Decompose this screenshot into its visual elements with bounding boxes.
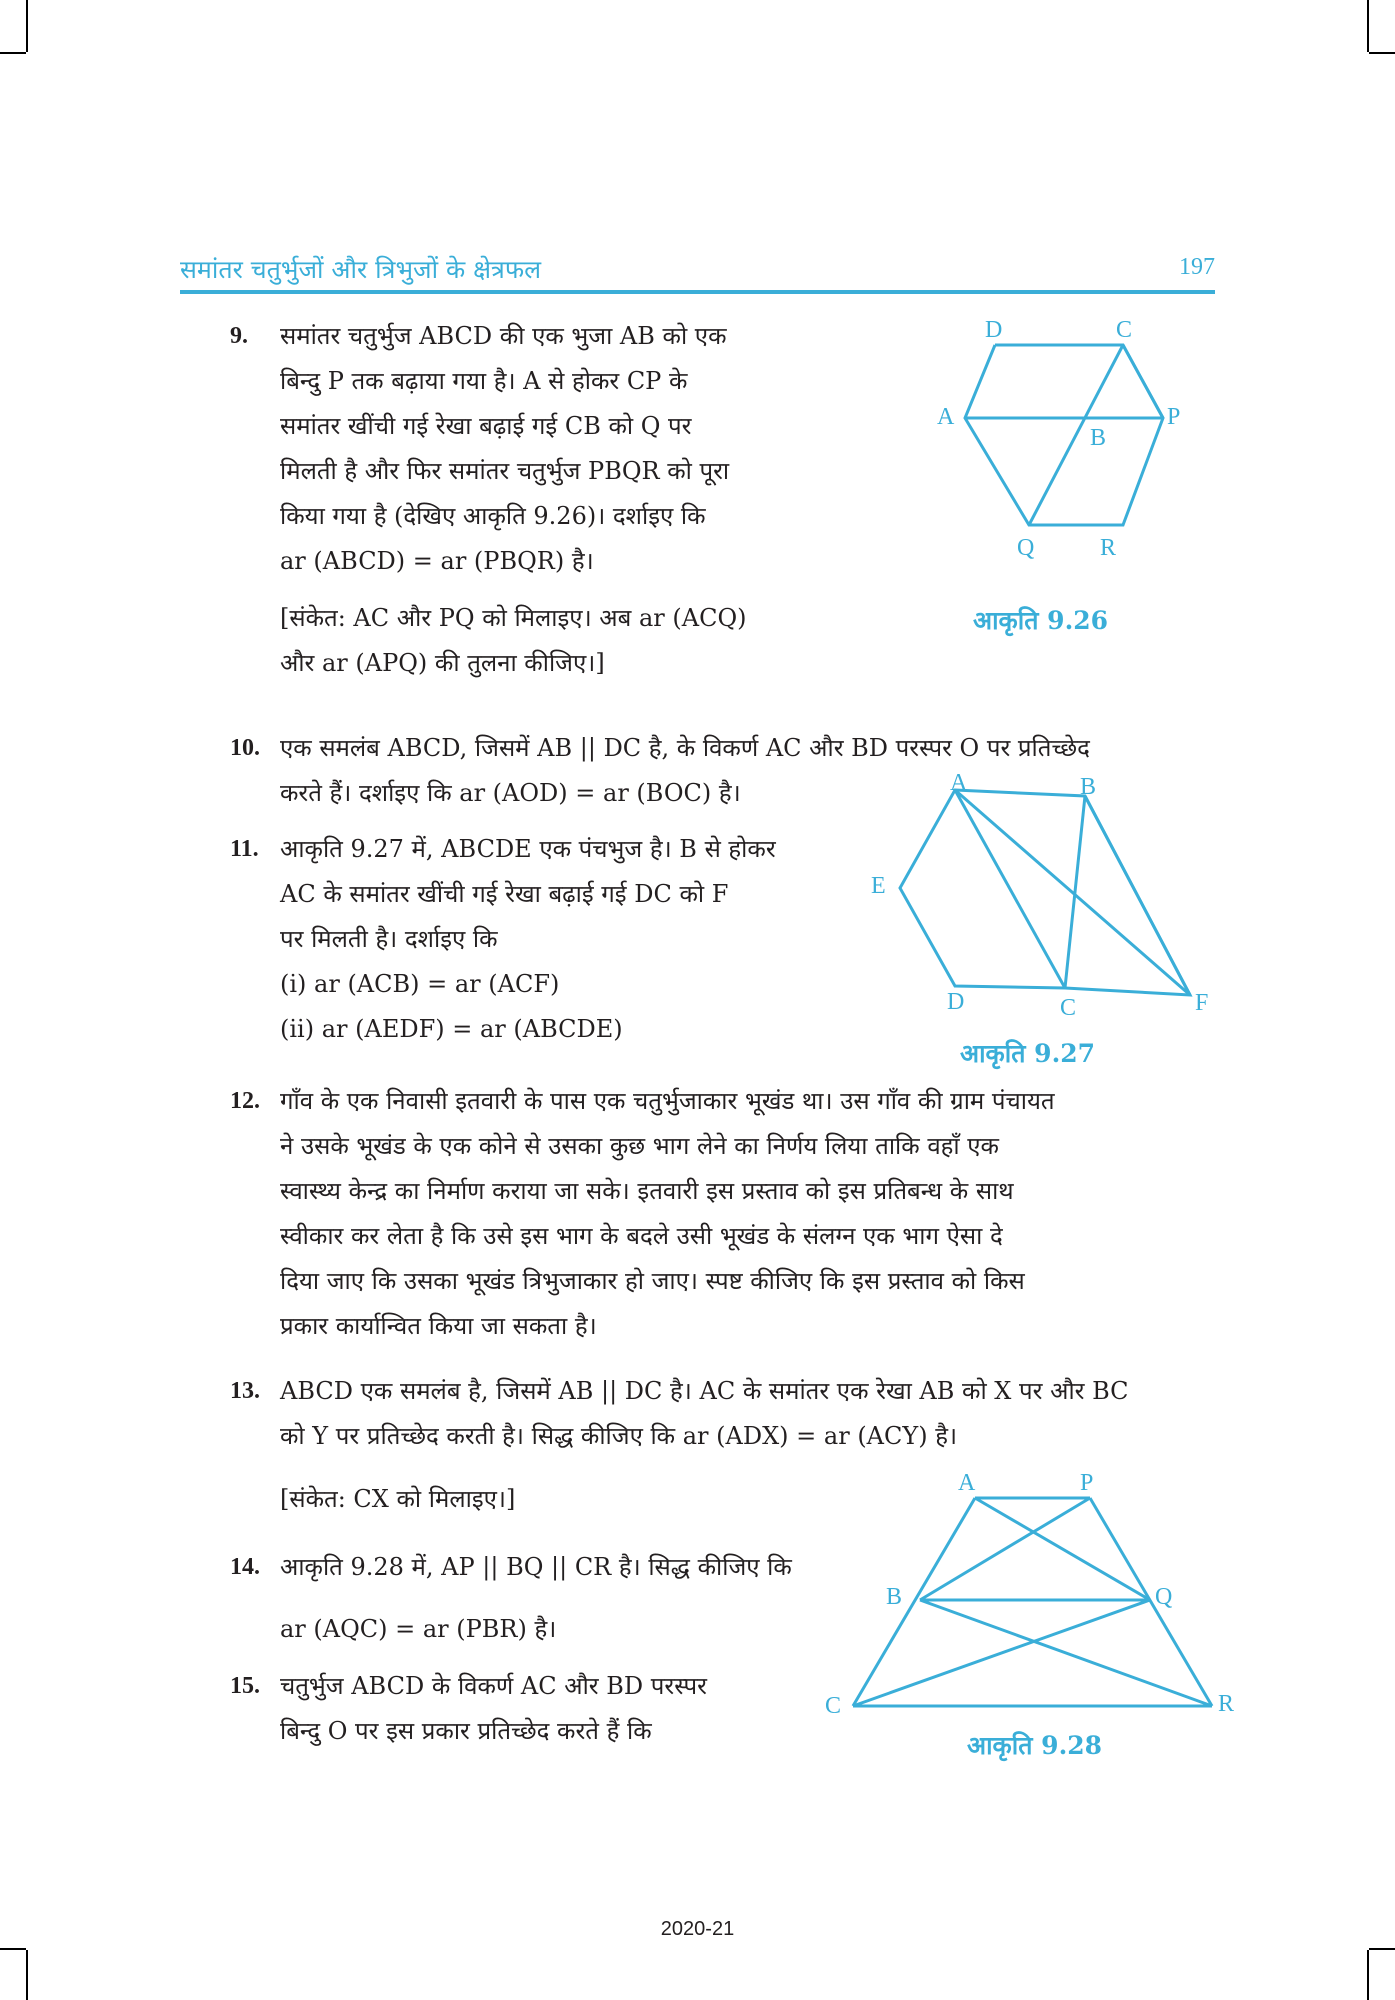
question-line: AC के समांतर खींची गई रेखा बढ़ाई गई DC को F [280,880,729,908]
question-line: ने उसके भूखंड के एक कोने से उसका कुछ भाग लेने का निर्णय लिया ताकि वहाँ एक [280,1132,999,1160]
point-label: C [1116,317,1133,343]
question-12 [230,1079,1215,1349]
question-line: किया गया है (देखिए आकृति 9.26)। दर्शाइए कि [280,502,706,530]
question-line: दिया जाए कि उसका भूखंड त्रिभुजाकार हो जाए। स्पष्ट कीजिए कि इस प्रस्ताव को किस [280,1267,1025,1295]
header-rule [180,290,1215,294]
question-number: 13. [230,1378,260,1404]
point-label: C [1060,995,1077,1021]
question-14 [230,1536,830,1660]
question-number: 11. [230,836,259,862]
question-line: स्वीकार कर लेता है कि उसे इस भाग के बदले उसी भूखंड के संलग्न एक भाग ऐसा दे [280,1222,1003,1250]
question-line: समांतर खींची गई रेखा बढ़ाई गई CB को Q पर [280,412,692,440]
crop-mark [26,0,28,52]
footer-year: 2020-21 [660,1918,735,1940]
question-line: आकृति 9.28 में, AP || BQ || CR है। सिद्ध कीजिए कि [280,1553,792,1581]
point-label: P [1080,1470,1094,1496]
figure-caption: आकृति 9.28 [967,1731,1103,1760]
point-label: Q [1155,1584,1173,1610]
point-label: A [937,404,955,430]
crop-mark [1369,1948,1395,1950]
question-part: (i) ar (ACB) = ar (ACF) [280,970,560,998]
question-number: 14. [230,1554,260,1580]
point-label: P [1167,404,1181,430]
figure-9-28 [820,1468,1245,1728]
question-11 [230,827,815,1052]
point-label: R [1100,535,1117,561]
crop-mark [0,52,26,54]
question-line: बिन्दु P तक बढ़ाया गया है। A से होकर CP के [280,367,688,395]
question-line: ABCD एक समलंब है, जिसमें AB || DC है। AC के समांतर एक रेखा AB को X पर और BC [280,1377,1129,1405]
point-label: A [950,770,968,796]
question-line: चतुर्भुज ABCD के विकर्ण AC और BD परस्पर [280,1672,707,1700]
question-line: आकृति 9.27 में, ABCDE एक पंचभुज है। B से होकर [280,835,776,863]
point-label: C [825,1693,842,1719]
point-label: D [985,317,1003,343]
question-line: स्वास्थ्य केन्द्र का निर्माण कराया जा सके। इतवारी इस प्रस्ताव को इस प्रतिबन्ध के साथ [280,1177,1014,1205]
question-number: 15. [230,1673,260,1699]
page-number: 197 [1179,254,1215,280]
question-line: बिन्दु O पर इस प्रकार प्रतिच्छेद करते हैं कि [280,1717,652,1745]
question-line: पर मिलती है। दर्शाइए कि [280,925,498,953]
crop-mark [26,1950,28,2000]
figure-9-27 [855,768,1230,1028]
question-line: गाँव के एक निवासी इतवारी के पास एक चतुर्भुजाकार भूखंड था। उस गाँव की ग्राम पंचायत [280,1087,1055,1115]
question-15 [230,1664,760,1754]
crop-mark [0,1948,26,1950]
point-label: B [1090,425,1107,451]
point-label: E [871,873,886,899]
point-label: A [958,1470,976,1496]
question-9 [230,314,815,686]
question-line: समांतर चतुर्भुज ABCD की एक भुजा AB को एक [280,322,727,350]
crop-mark [1367,0,1369,52]
crop-mark [1367,1950,1369,2000]
question-line: मिलती है और फिर समांतर चतुर्भुज PBQR को पूरा [280,457,730,485]
question-line: करते हैं। दर्शाइए कि ar (AOD) = ar (BOC) है। [280,779,741,807]
point-label: F [1195,990,1209,1016]
question-part: (ii) ar (AEDF) = ar (ABCDE) [280,1015,623,1043]
point-label: Q [1017,535,1035,561]
point-label: B [1080,774,1097,800]
question-number: 12. [230,1088,260,1114]
chapter-title: समांतर चतुर्भुजों और त्रिभुजों के क्षेत्रफल [180,255,542,284]
figure-caption: आकृति 9.26 [973,606,1109,635]
question-line: एक समलंब ABCD, जिसमें AB || DC है, के विकर्ण AC और BD परस्पर O पर प्रतिच्छेद [280,734,1090,762]
question-line: ar (ABCD) = ar (PBQR) है। [280,547,594,575]
question-number: 9. [230,323,248,349]
crop-mark [1369,52,1395,54]
question-number: 10. [230,735,260,761]
question-line: को Y पर प्रतिच्छेद करती है। सिद्ध कीजिए कि ar (ADX) = ar (ACY) है। [280,1422,958,1450]
figure-caption: आकृति 9.27 [960,1039,1096,1068]
hint-line: [संकेत: CX को मिलाइए।] [280,1485,516,1513]
question-line: प्रकार कार्यान्वित किया जा सकता है। [280,1312,597,1340]
hint-line: [संकेत: AC और PQ को मिलाइए। अब ar (ACQ) [280,604,747,632]
point-label: R [1218,1691,1235,1717]
question-line: ar (AQC) = ar (PBR) है। [280,1615,557,1643]
figure-9-26 [930,315,1200,561]
point-label: B [886,1584,903,1610]
point-label: D [947,989,965,1015]
running-header [180,250,1215,296]
hint-line: और ar (APQ) की तुलना कीजिए।] [280,649,605,677]
